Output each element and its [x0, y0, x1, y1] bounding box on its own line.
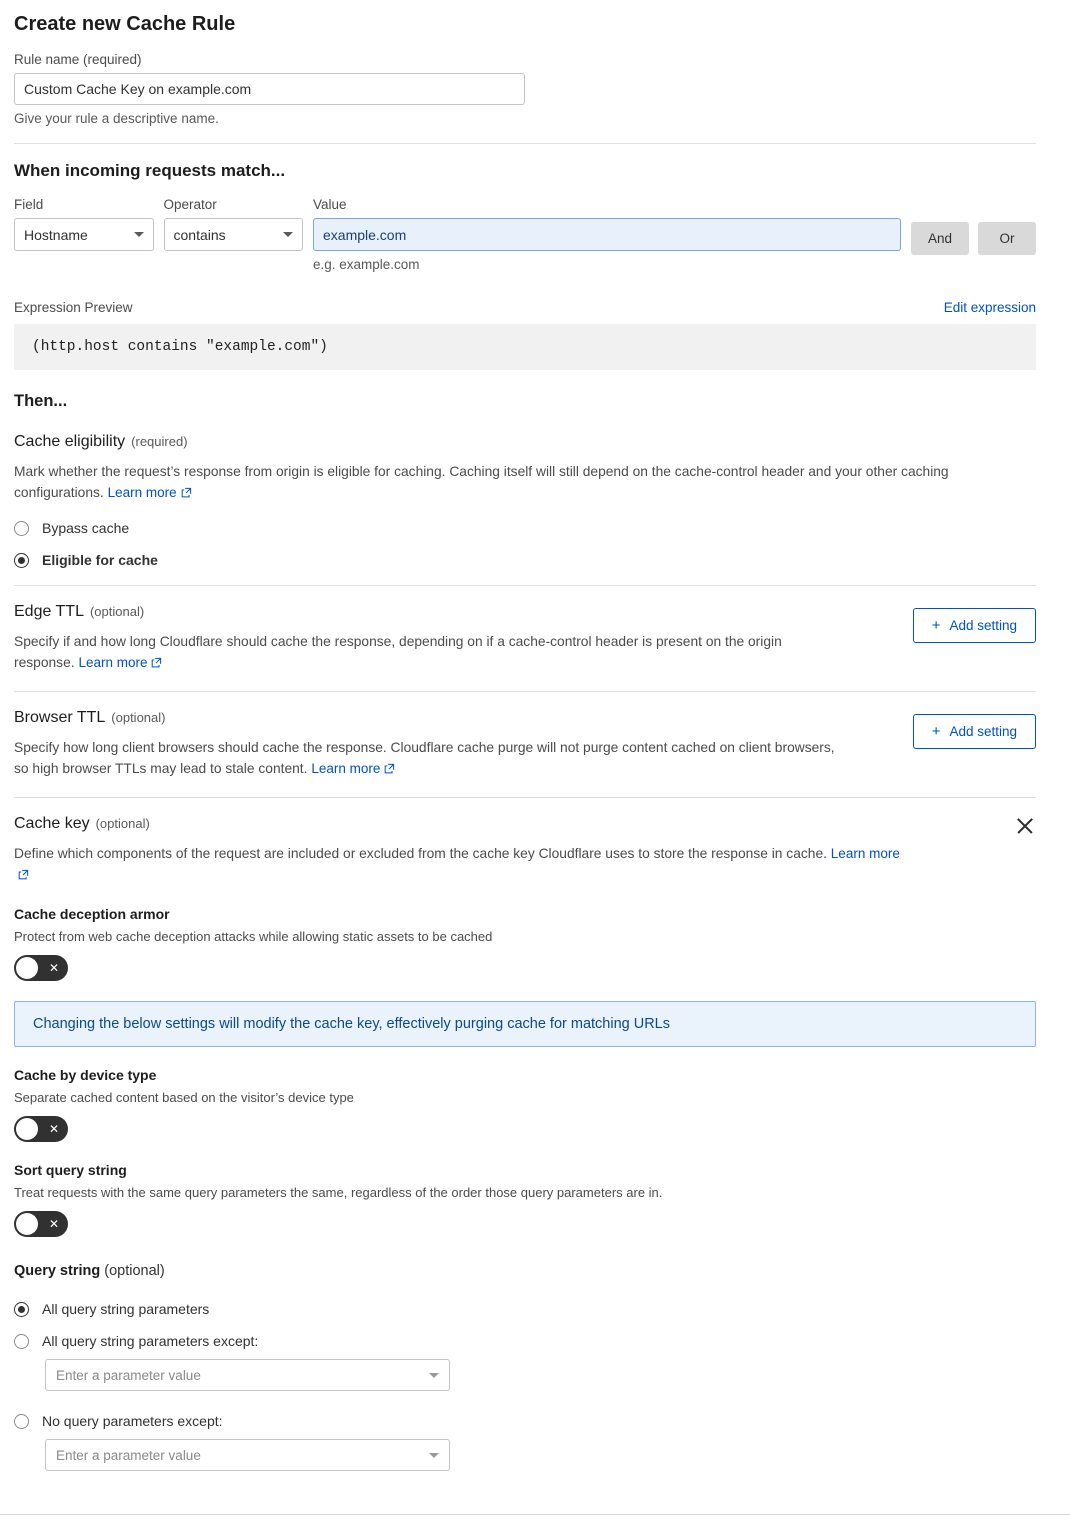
rule-name-help: Give your rule a descriptive name.: [14, 111, 219, 126]
edge-ttl-learn-more-link[interactable]: Learn more: [78, 655, 148, 670]
x-icon: ✕: [48, 1217, 59, 1231]
cache-key-text: [14, 815, 914, 886]
plus-icon: +: [931, 617, 941, 634]
external-link-icon: [18, 865, 29, 886]
x-icon: ✕: [48, 961, 59, 975]
no-except-parameter-select[interactable]: [45, 1439, 450, 1471]
value-help: e.g. example.com: [313, 257, 420, 272]
radio-bypass-cache[interactable]: [14, 520, 1036, 536]
divider-1: [14, 143, 1036, 144]
cache-key-description: [14, 843, 914, 886]
operator-select[interactable]: [164, 218, 304, 251]
plus-icon: +: [931, 723, 941, 740]
all-except-parameter-placeholder: Enter a parameter value: [56, 1367, 201, 1383]
cache-by-device-type-toggle[interactable]: [14, 1116, 68, 1142]
external-link-icon: [151, 653, 162, 674]
logic-buttons: [911, 197, 1036, 255]
value-column: [313, 197, 901, 272]
chevron-down-icon: [429, 1453, 439, 1458]
cache-key-block: [14, 815, 1036, 886]
browser-ttl-block: [14, 709, 1036, 780]
cache-key-notice: Changing the below settings will modify the cache key, effectively purging cache for matching URLs: [14, 1001, 1036, 1047]
cache-eligibility-required: (required): [131, 434, 188, 449]
edge-ttl-description: [14, 631, 844, 674]
sort-query-string-toggle[interactable]: [14, 1211, 68, 1237]
field-select-value: Hostname: [24, 226, 88, 243]
radio-label: All query string parameters except:: [42, 1333, 259, 1349]
divider-4: [14, 797, 1036, 798]
edge-ttl-add-setting-label: Add setting: [949, 618, 1017, 633]
cache-key-learn-more-link[interactable]: Learn more: [830, 846, 900, 861]
cache-key-description-text: Define which components of the request are included or excluded from the cache key Cloudflare uses to store the response in cache.: [14, 846, 827, 861]
radio-label: All query string parameters: [42, 1301, 210, 1317]
query-string-title: [14, 1263, 1036, 1279]
cache-eligibility-title-text: Cache eligibility: [14, 433, 126, 450]
edge-ttl-add-setting-button[interactable]: [913, 608, 1036, 643]
radio-icon: [14, 553, 29, 568]
query-string-title-text: Query string: [14, 1263, 101, 1279]
field-label: Field: [14, 197, 44, 212]
and-button[interactable]: And: [911, 222, 969, 255]
rule-name-label: Rule name (required): [14, 52, 142, 67]
browser-ttl-title: [14, 709, 844, 727]
operator-select-value: contains: [173, 226, 226, 243]
close-icon[interactable]: [1014, 815, 1036, 837]
edge-ttl-block: [14, 603, 1036, 674]
edge-ttl-title-text: Edge TTL: [14, 603, 84, 620]
all-except-parameter-select[interactable]: [45, 1359, 450, 1391]
external-link-icon: [384, 759, 395, 780]
toggle-knob: [16, 1118, 38, 1140]
browser-ttl-title-text: Browser TTL: [14, 709, 106, 726]
radio-label: Eligible for cache: [42, 552, 158, 568]
edge-ttl-optional: (optional): [89, 604, 145, 619]
expression-preview-label: Expression Preview: [14, 300, 133, 315]
operator-column: [164, 197, 304, 251]
x-icon: ✕: [48, 1122, 59, 1136]
no-except-parameter-placeholder: Enter a parameter value: [56, 1447, 201, 1463]
radio-all-query-string-parameters[interactable]: [14, 1301, 1036, 1317]
cache-by-device-type-title: Cache by device type: [14, 1067, 157, 1083]
cache-eligibility-description-text: Mark whether the request’s response from origin is eligible for caching. Caching itself will still depend on the cache-control header and your other caching configurations.: [14, 464, 949, 500]
cache-key-title: [14, 815, 914, 833]
radio-icon: [14, 521, 29, 536]
match-heading: When incoming requests match...: [14, 161, 286, 180]
chevron-down-icon: [429, 1373, 439, 1378]
radio-icon: [14, 1334, 29, 1349]
cache-eligibility-description: [14, 461, 1014, 504]
browser-ttl-text: [14, 709, 844, 780]
operator-label: Operator: [163, 197, 217, 212]
chevron-down-icon: [283, 232, 293, 237]
radio-icon: [14, 1414, 29, 1429]
browser-ttl-add-setting-label: Add setting: [949, 724, 1017, 739]
rule-name-input[interactable]: [14, 73, 525, 105]
radio-icon: [14, 1302, 29, 1317]
bottom-bar: [0, 1514, 1070, 1520]
cache-deception-armor-title: Cache deception armor: [14, 906, 170, 922]
page-title: Create new Cache Rule: [14, 13, 236, 35]
value-input[interactable]: [313, 218, 901, 251]
cache-deception-armor-description: Protect from web cache deception attacks while allowing static assets to be cached: [14, 929, 493, 944]
browser-ttl-add-setting-button[interactable]: [913, 714, 1036, 749]
field-column: [14, 197, 154, 251]
expression-header: [14, 300, 1036, 315]
field-select[interactable]: [14, 218, 154, 251]
browser-ttl-optional: (optional): [111, 710, 166, 725]
external-link-icon: [181, 483, 192, 504]
cache-key-title-text: Cache key: [14, 815, 90, 832]
edge-ttl-title: [14, 603, 844, 621]
query-string-optional: (optional): [104, 1263, 165, 1279]
edge-ttl-description-text: Specify if and how long Cloudflare should cache the response, depending on if a cache-control header is present on the origin response.: [14, 634, 782, 670]
cache-by-device-type-description: Separate cached content based on the visitor’s device type: [14, 1090, 354, 1105]
browser-ttl-description-text: Specify how long client browsers should cache the response. Cloudflare cache purge will not purge content cached on client browsers, so high browser TTLs may lead to stale content.: [14, 740, 835, 776]
expression-preview-box: (http.host contains "example.com"): [14, 324, 1036, 370]
divider-3: [14, 691, 1036, 692]
toggle-knob: [16, 957, 38, 979]
radio-all-query-string-parameters-except[interactable]: [14, 1333, 1036, 1349]
browser-ttl-learn-more-link[interactable]: Learn more: [311, 761, 381, 776]
radio-label: Bypass cache: [42, 520, 130, 536]
radio-no-query-parameters-except[interactable]: [14, 1413, 1036, 1429]
cache-eligibility-learn-more-link[interactable]: Learn more: [107, 485, 177, 500]
cache-deception-armor-toggle[interactable]: [14, 955, 68, 981]
then-heading: Then...: [14, 392, 68, 410]
or-button[interactable]: Or: [978, 222, 1036, 255]
browser-ttl-description: [14, 737, 844, 780]
radio-eligible-for-cache[interactable]: [14, 552, 1036, 568]
rule-name-group: [14, 52, 1036, 126]
cache-eligibility-title: [14, 433, 1036, 451]
toggle-knob: [16, 1213, 38, 1235]
sort-query-string-title: Sort query string: [14, 1162, 127, 1178]
radio-label: No query parameters except:: [42, 1413, 223, 1429]
matcher-row: [14, 197, 1036, 272]
cache-key-optional: (optional): [95, 816, 150, 831]
divider-2: [14, 585, 1036, 586]
sort-query-string-description: Treat requests with the same query parameters the same, regardless of the order those query parameters are in.: [14, 1185, 663, 1200]
edge-ttl-text: [14, 603, 844, 674]
edit-expression-link[interactable]: Edit expression: [943, 300, 1036, 315]
chevron-down-icon: [134, 232, 144, 237]
value-label: Value: [313, 197, 347, 212]
